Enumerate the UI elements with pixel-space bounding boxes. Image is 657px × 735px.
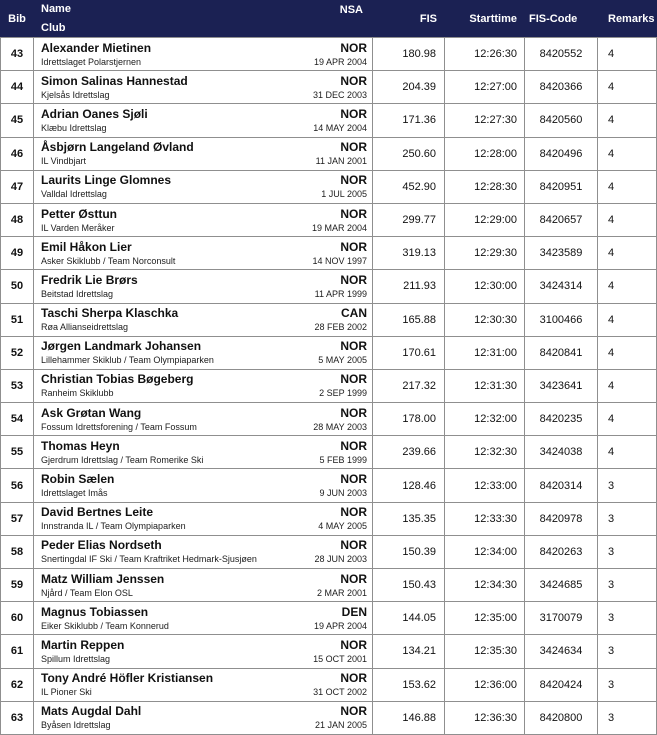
remarks-value: 4 bbox=[608, 379, 615, 392]
club-name: IL Vindbjart bbox=[41, 156, 87, 167]
fis-points: 146.88 bbox=[373, 702, 445, 734]
fis-points: 171.36 bbox=[373, 104, 445, 136]
birth-date: 2 SEP 1999 bbox=[319, 388, 367, 399]
club-name: Gjerdrum Idrettslag / Team Romerike Ski bbox=[41, 454, 204, 465]
remarks-value: 4 bbox=[608, 280, 615, 293]
athlete-name: Matz William Jenssen bbox=[41, 571, 165, 586]
athlete-name: Mats Augdal Dahl bbox=[41, 704, 142, 719]
fis-points: 150.39 bbox=[373, 536, 445, 568]
athlete-name: Christian Tobias Bøgeberg bbox=[41, 372, 194, 387]
nsa-code: NOR bbox=[340, 538, 367, 553]
remarks-value: 4 bbox=[608, 114, 615, 127]
nsa-code: NOR bbox=[340, 339, 367, 354]
header-starttime: Starttime bbox=[469, 12, 517, 25]
athlete-cell bbox=[34, 38, 373, 70]
bib-number: 49 bbox=[1, 237, 34, 269]
nsa-code: NOR bbox=[340, 505, 367, 520]
athlete-name: Adrian Oanes Sjøli bbox=[41, 106, 148, 121]
table-row bbox=[1, 170, 656, 203]
nsa-code: NOR bbox=[340, 140, 367, 155]
athlete-cell bbox=[34, 403, 373, 435]
remarks-value: 3 bbox=[608, 678, 615, 691]
bib-number: 55 bbox=[1, 436, 34, 468]
athlete-cell bbox=[34, 304, 373, 336]
club-name: Fossum Idrettsforening / Team Fossum bbox=[41, 421, 197, 432]
fis-code: 8420800 bbox=[525, 702, 598, 734]
start-time: 12:27:30 bbox=[445, 104, 525, 136]
fis-code: 8420657 bbox=[525, 204, 598, 236]
birth-date: 1 JUL 2005 bbox=[321, 189, 367, 200]
bib-number: 51 bbox=[1, 304, 34, 336]
birth-date: 4 MAY 2005 bbox=[318, 521, 367, 532]
remarks-value: 4 bbox=[608, 247, 615, 260]
remarks-value: 3 bbox=[608, 479, 615, 492]
start-time: 12:28:30 bbox=[445, 171, 525, 203]
start-time: 12:32:00 bbox=[445, 403, 525, 435]
athlete-cell bbox=[34, 569, 373, 601]
table-row bbox=[1, 70, 656, 103]
fis-points: 153.62 bbox=[373, 669, 445, 701]
bib-number: 60 bbox=[1, 602, 34, 634]
table-row bbox=[1, 701, 656, 734]
nsa-code: NOR bbox=[340, 671, 367, 686]
remarks-value: 3 bbox=[608, 545, 615, 558]
athlete-cell bbox=[34, 702, 373, 734]
fis-code: 8420978 bbox=[525, 503, 598, 535]
table-header bbox=[0, 0, 657, 37]
birth-date: 2 MAR 2001 bbox=[316, 587, 367, 598]
birth-date: 28 JUN 2003 bbox=[314, 554, 367, 565]
fis-code: 8420552 bbox=[525, 38, 598, 70]
start-time: 12:31:30 bbox=[445, 370, 525, 402]
athlete-name: Ask Grøtan Wang bbox=[41, 405, 142, 420]
nsa-code: NOR bbox=[340, 40, 367, 55]
birth-date: 5 MAY 2005 bbox=[318, 355, 367, 366]
club-name: Snertingdal IF Ski / Team Kraftriket Hedmark-Sjusjøen bbox=[41, 554, 257, 565]
remarks-value: 3 bbox=[608, 579, 615, 592]
athlete-cell bbox=[34, 536, 373, 568]
nsa-code: NOR bbox=[340, 272, 367, 287]
athlete-name: Tony André Höfler Kristiansen bbox=[41, 671, 214, 686]
fis-code: 3424634 bbox=[525, 635, 598, 667]
start-time: 12:33:30 bbox=[445, 503, 525, 535]
bib-number: 48 bbox=[1, 204, 34, 236]
fis-points: 150.43 bbox=[373, 569, 445, 601]
start-time: 12:35:00 bbox=[445, 602, 525, 634]
bib-number: 52 bbox=[1, 337, 34, 369]
birth-date: 28 MAY 2003 bbox=[313, 421, 367, 432]
athlete-cell bbox=[34, 635, 373, 667]
fis-code: 8420263 bbox=[525, 536, 598, 568]
fis-code: 3424685 bbox=[525, 569, 598, 601]
nsa-code: DEN bbox=[341, 604, 367, 619]
athlete-cell bbox=[34, 138, 373, 170]
table-row bbox=[1, 568, 656, 601]
table-row bbox=[1, 435, 656, 468]
athlete-name: Magnus Tobiassen bbox=[41, 604, 149, 619]
fis-points: 144.05 bbox=[373, 602, 445, 634]
table-row bbox=[1, 535, 656, 568]
athlete-cell bbox=[34, 337, 373, 369]
birth-date: 19 APR 2004 bbox=[313, 56, 367, 67]
nsa-code: NOR bbox=[340, 438, 367, 453]
table-row bbox=[1, 402, 656, 435]
start-time: 12:35:30 bbox=[445, 635, 525, 667]
athlete-cell bbox=[34, 104, 373, 136]
athlete-cell bbox=[34, 204, 373, 236]
birth-date: 31 DEC 2003 bbox=[312, 89, 367, 100]
fis-points: 134.21 bbox=[373, 635, 445, 667]
nsa-code: CAN bbox=[341, 306, 367, 321]
fis-points: 211.93 bbox=[373, 270, 445, 302]
start-time: 12:34:00 bbox=[445, 536, 525, 568]
nsa-code: NOR bbox=[340, 571, 367, 586]
table-row bbox=[1, 303, 656, 336]
birth-date: 5 FEB 1999 bbox=[319, 454, 367, 465]
birth-date: 19 MAR 2004 bbox=[311, 222, 367, 233]
athlete-name: Martin Reppen bbox=[41, 637, 125, 652]
athlete-name: Emil Håkon Lier bbox=[41, 239, 132, 254]
nsa-code: NOR bbox=[340, 637, 367, 652]
fis-points: 170.61 bbox=[373, 337, 445, 369]
table-row bbox=[1, 468, 656, 501]
birth-date: 28 FEB 2002 bbox=[314, 322, 367, 333]
start-time: 12:34:30 bbox=[445, 569, 525, 601]
table-row bbox=[1, 502, 656, 535]
table-row bbox=[1, 103, 656, 136]
fis-code: 8420496 bbox=[525, 138, 598, 170]
athlete-cell bbox=[34, 436, 373, 468]
header-club: Club bbox=[41, 22, 66, 34]
bib-number: 63 bbox=[1, 702, 34, 734]
nsa-code: NOR bbox=[340, 239, 367, 254]
athlete-name: Fredrik Lie Brørs bbox=[41, 272, 138, 287]
fis-points: 128.46 bbox=[373, 469, 445, 501]
nsa-code: NOR bbox=[340, 372, 367, 387]
start-time: 12:33:00 bbox=[445, 469, 525, 501]
fis-code: 3100466 bbox=[525, 304, 598, 336]
fis-code: 8420366 bbox=[525, 71, 598, 103]
start-time: 12:30:30 bbox=[445, 304, 525, 336]
club-name: Kjelsås Idrettslag bbox=[41, 89, 110, 100]
athlete-cell bbox=[34, 237, 373, 269]
remarks-value: 3 bbox=[608, 645, 615, 658]
athlete-name: David Bertnes Leite bbox=[41, 505, 154, 520]
fis-points: 217.32 bbox=[373, 370, 445, 402]
header-fis: FIS bbox=[419, 12, 437, 25]
athlete-cell bbox=[34, 602, 373, 634]
fis-code: 8420841 bbox=[525, 337, 598, 369]
bib-number: 44 bbox=[1, 71, 34, 103]
club-name: Eiker Skiklubb / Team Konnerud bbox=[41, 620, 169, 631]
athlete-name: Åsbjørn Langeland Øvland bbox=[41, 140, 194, 155]
bib-number: 56 bbox=[1, 469, 34, 501]
start-time: 12:36:00 bbox=[445, 669, 525, 701]
header-remarks: Remarks bbox=[608, 12, 655, 25]
club-name: Innstranda IL / Team Olympiaparken bbox=[41, 521, 186, 532]
birth-date: 19 APR 2004 bbox=[313, 620, 367, 631]
fis-points: 180.98 bbox=[373, 38, 445, 70]
athlete-name: Peder Elias Nordseth bbox=[41, 538, 162, 553]
bib-number: 47 bbox=[1, 171, 34, 203]
club-name: Lillehammer Skiklub / Team Olympiaparken bbox=[41, 355, 214, 366]
bib-number: 62 bbox=[1, 669, 34, 701]
club-name: Spillum Idrettslag bbox=[41, 653, 111, 664]
nsa-code: NOR bbox=[340, 106, 367, 121]
start-time: 12:28:00 bbox=[445, 138, 525, 170]
start-time: 12:31:00 bbox=[445, 337, 525, 369]
nsa-code: NOR bbox=[340, 206, 367, 221]
bib-number: 59 bbox=[1, 569, 34, 601]
fis-points: 319.13 bbox=[373, 237, 445, 269]
remarks-value: 4 bbox=[608, 81, 615, 94]
header-nsa: NSA bbox=[339, 4, 363, 16]
header-fis-code: FIS-Code bbox=[529, 12, 578, 25]
remarks-value: 4 bbox=[608, 346, 615, 359]
club-name: Beitstad Idrettslag bbox=[41, 288, 114, 299]
fis-code: 3170079 bbox=[525, 602, 598, 634]
start-time: 12:36:30 bbox=[445, 702, 525, 734]
start-time: 12:27:00 bbox=[445, 71, 525, 103]
nsa-code: NOR bbox=[340, 173, 367, 188]
birth-date: 11 JAN 2001 bbox=[315, 156, 367, 167]
fis-points: 299.77 bbox=[373, 204, 445, 236]
fis-code: 8420560 bbox=[525, 104, 598, 136]
table-row bbox=[1, 634, 656, 667]
athlete-cell bbox=[34, 270, 373, 302]
nsa-code: NOR bbox=[340, 704, 367, 719]
athlete-cell bbox=[34, 171, 373, 203]
athlete-cell bbox=[34, 503, 373, 535]
fis-points: 135.35 bbox=[373, 503, 445, 535]
table-row bbox=[1, 269, 656, 302]
fis-points: 165.88 bbox=[373, 304, 445, 336]
nsa-code: NOR bbox=[340, 405, 367, 420]
fis-code: 8420424 bbox=[525, 669, 598, 701]
birth-date: 14 NOV 1997 bbox=[312, 255, 367, 266]
remarks-value: 3 bbox=[608, 711, 615, 724]
fis-code: 3424038 bbox=[525, 436, 598, 468]
remarks-value: 4 bbox=[608, 313, 615, 326]
table-row bbox=[1, 37, 656, 70]
athlete-cell bbox=[34, 370, 373, 402]
remarks-value: 4 bbox=[608, 180, 615, 193]
birth-date: 21 JAN 2005 bbox=[314, 720, 367, 731]
club-name: Njård / Team Elon OSL bbox=[41, 587, 133, 598]
remarks-value: 4 bbox=[608, 446, 615, 459]
athlete-cell bbox=[34, 71, 373, 103]
bib-number: 58 bbox=[1, 536, 34, 568]
bib-number: 43 bbox=[1, 38, 34, 70]
nsa-code: NOR bbox=[340, 73, 367, 88]
athlete-name: Alexander Mietinen bbox=[41, 40, 152, 55]
athlete-name: Thomas Heyn bbox=[41, 438, 120, 453]
bib-number: 53 bbox=[1, 370, 34, 402]
club-name: Røa Allianseidrettslag bbox=[41, 322, 129, 333]
fis-code: 3423589 bbox=[525, 237, 598, 269]
athlete-name: Simon Salinas Hannestad bbox=[41, 73, 188, 88]
start-time: 12:29:00 bbox=[445, 204, 525, 236]
table-row bbox=[1, 668, 656, 701]
table-row bbox=[1, 236, 656, 269]
club-name: IL Varden Meråker bbox=[41, 222, 115, 233]
club-name: Idrettslaget Imås bbox=[41, 488, 108, 499]
bib-number: 50 bbox=[1, 270, 34, 302]
athlete-name: Robin Sælen bbox=[41, 472, 115, 487]
bib-number: 45 bbox=[1, 104, 34, 136]
start-time: 12:32:30 bbox=[445, 436, 525, 468]
start-time: 12:26:30 bbox=[445, 38, 525, 70]
remarks-value: 4 bbox=[608, 48, 615, 61]
birth-date: 9 JUN 2003 bbox=[319, 488, 367, 499]
club-name: Klæbu Idrettslag bbox=[41, 122, 107, 133]
remarks-value: 4 bbox=[608, 413, 615, 426]
fis-code: 8420314 bbox=[525, 469, 598, 501]
remarks-value: 4 bbox=[608, 147, 615, 160]
bib-number: 46 bbox=[1, 138, 34, 170]
birth-date: 14 MAY 2004 bbox=[313, 122, 367, 133]
table-row bbox=[1, 336, 656, 369]
remarks-value: 3 bbox=[608, 512, 615, 525]
birth-date: 31 OCT 2002 bbox=[313, 687, 367, 698]
bib-number: 61 bbox=[1, 635, 34, 667]
club-name: Valldal Idrettslag bbox=[41, 189, 107, 200]
bib-number: 57 bbox=[1, 503, 34, 535]
remarks-value: 4 bbox=[608, 214, 615, 227]
table-row bbox=[1, 601, 656, 634]
fis-points: 178.00 bbox=[373, 403, 445, 435]
start-time: 12:29:30 bbox=[445, 237, 525, 269]
athlete-cell bbox=[34, 669, 373, 701]
fis-points: 452.90 bbox=[373, 171, 445, 203]
fis-code: 3423641 bbox=[525, 370, 598, 402]
athlete-name: Jørgen Landmark Johansen bbox=[41, 339, 202, 354]
bib-number: 54 bbox=[1, 403, 34, 435]
fis-points: 239.66 bbox=[373, 436, 445, 468]
header-name: Name bbox=[41, 3, 71, 15]
table-body bbox=[0, 37, 657, 735]
fis-points: 250.60 bbox=[373, 138, 445, 170]
fis-code: 3424314 bbox=[525, 270, 598, 302]
fis-code: 8420235 bbox=[525, 403, 598, 435]
club-name: IL Pioner Ski bbox=[41, 687, 92, 698]
remarks-value: 3 bbox=[608, 612, 615, 625]
fis-points: 204.39 bbox=[373, 71, 445, 103]
table-row bbox=[1, 369, 656, 402]
birth-date: 15 OCT 2001 bbox=[313, 653, 367, 664]
start-time: 12:30:00 bbox=[445, 270, 525, 302]
nsa-code: NOR bbox=[340, 472, 367, 487]
table-row bbox=[1, 137, 656, 170]
club-name: Ranheim Skiklubb bbox=[41, 388, 114, 399]
header-bib: Bib bbox=[8, 12, 26, 25]
club-name: Asker Skiklubb / Team Norconsult bbox=[41, 255, 176, 266]
header-name-club bbox=[34, 0, 373, 37]
fis-code: 8420951 bbox=[525, 171, 598, 203]
athlete-name: Laurits Linge Glomnes bbox=[41, 173, 172, 188]
athlete-name: Petter Østtun bbox=[41, 206, 118, 221]
club-name: Byåsen Idrettslag bbox=[41, 720, 111, 731]
club-name: Idrettslaget Polarstjernen bbox=[41, 56, 142, 67]
birth-date: 11 APR 1999 bbox=[314, 288, 367, 299]
table-row bbox=[1, 203, 656, 236]
athlete-cell bbox=[34, 469, 373, 501]
athlete-name: Taschi Sherpa Klaschka bbox=[41, 306, 179, 321]
